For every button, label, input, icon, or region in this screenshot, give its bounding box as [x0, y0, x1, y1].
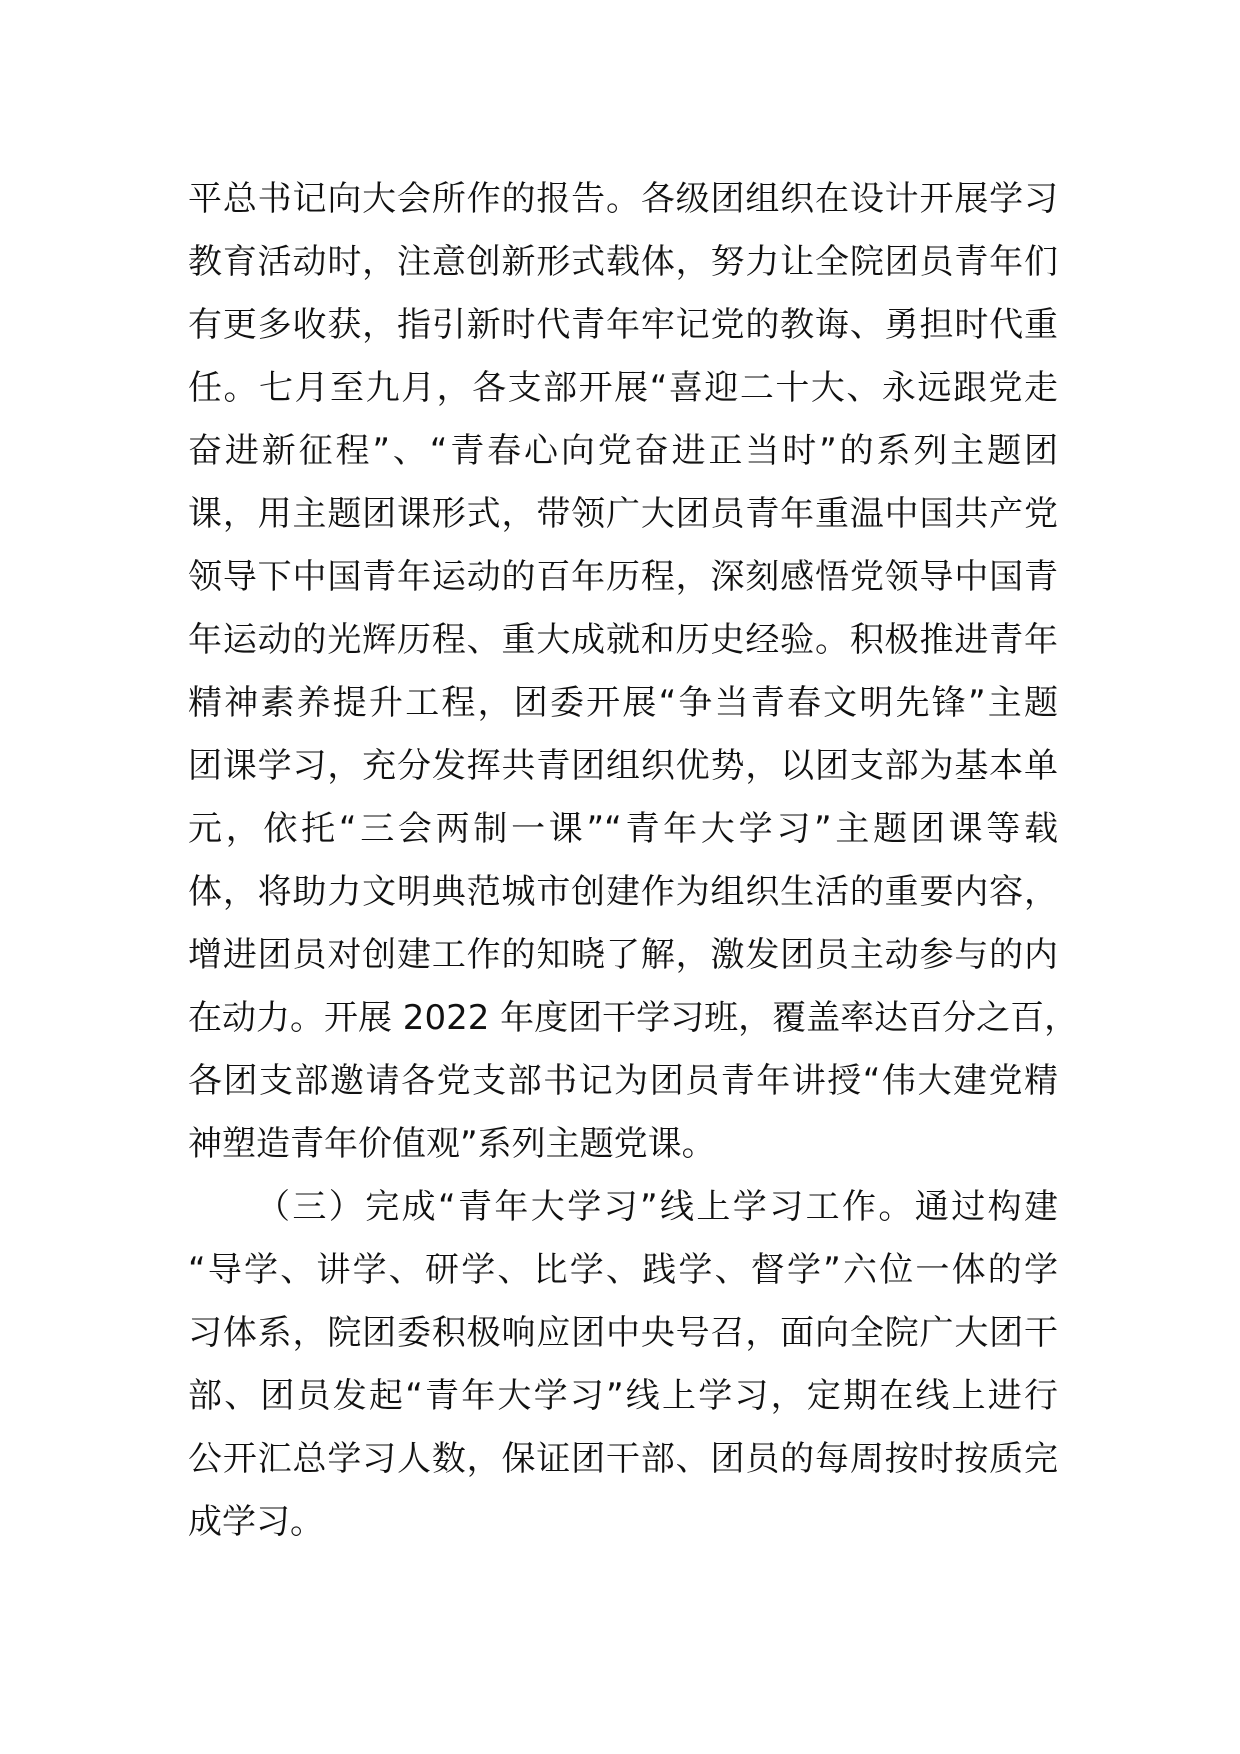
text-line: 课，用主题团课形式，带领广大团员青年重温中国共产党 [188, 494, 1058, 534]
text-line: 体，将助力文明典范城市创建作为组织生活的重要内容， [188, 872, 1058, 912]
text-line: 增进团员对创建工作的知晓了解，激发团员主动参与的内 [188, 935, 1058, 975]
text-line: 任。七月至九月，各支部开展“喜迎二十大、永远跟党走 [188, 368, 1058, 408]
text-line: 平总书记向大会所作的报告。各级团组织在设计开展学习 [188, 179, 1058, 219]
text-line: 年运动的光辉历程、重大成就和历史经验。积极推进青年 [188, 620, 1058, 660]
text-line: 部、团员发起“青年大学习”线上学习，定期在线上进行 [188, 1376, 1058, 1416]
text-line: 团课学习，充分发挥共青团组织优势，以团支部为基本单 [188, 746, 1058, 786]
text-line: 奋进新征程”、“青春心向党奋进正当时”的系列主题团 [188, 431, 1058, 471]
text-line: 领导下中国青年运动的百年历程，深刻感悟党领导中国青 [188, 557, 1058, 597]
text-line: 成学习。 [188, 1502, 324, 1542]
text-line: 教育活动时，注意创新形式载体，努力让全院团员青年们 [188, 242, 1058, 282]
text-line: 习体系，院团委积极响应团中央号召，面向全院广大团干 [188, 1313, 1058, 1353]
text-line: 精神素养提升工程，团委开展“争当青春文明先锋”主题 [188, 683, 1058, 723]
text-line: 各团支部邀请各党支部书记为团员青年讲授“伟大建党精 [188, 1061, 1058, 1101]
text-line: 神塑造青年价值观”系列主题党课。 [188, 1124, 716, 1164]
section-heading-line: （三）完成“青年大学习”线上学习工作。通过构建 [256, 1187, 1058, 1227]
text-line: 元，依托“三会两制一课”“青年大学习”主题团课等载 [188, 809, 1058, 849]
text-line: 有更多收获，指引新时代青年牢记党的教诲、勇担时代重 [188, 305, 1058, 345]
body-text [188, 168, 1079, 1554]
text-line: “导学、讲学、研学、比学、践学、督学”六位一体的学 [188, 1250, 1058, 1290]
text-line: 在动力。开展 2022 年度团干学习班，覆盖率达百分之百， [188, 998, 1079, 1038]
text-line: 公开汇总学习人数，保证团干部、团员的每周按时按质完 [188, 1439, 1058, 1479]
